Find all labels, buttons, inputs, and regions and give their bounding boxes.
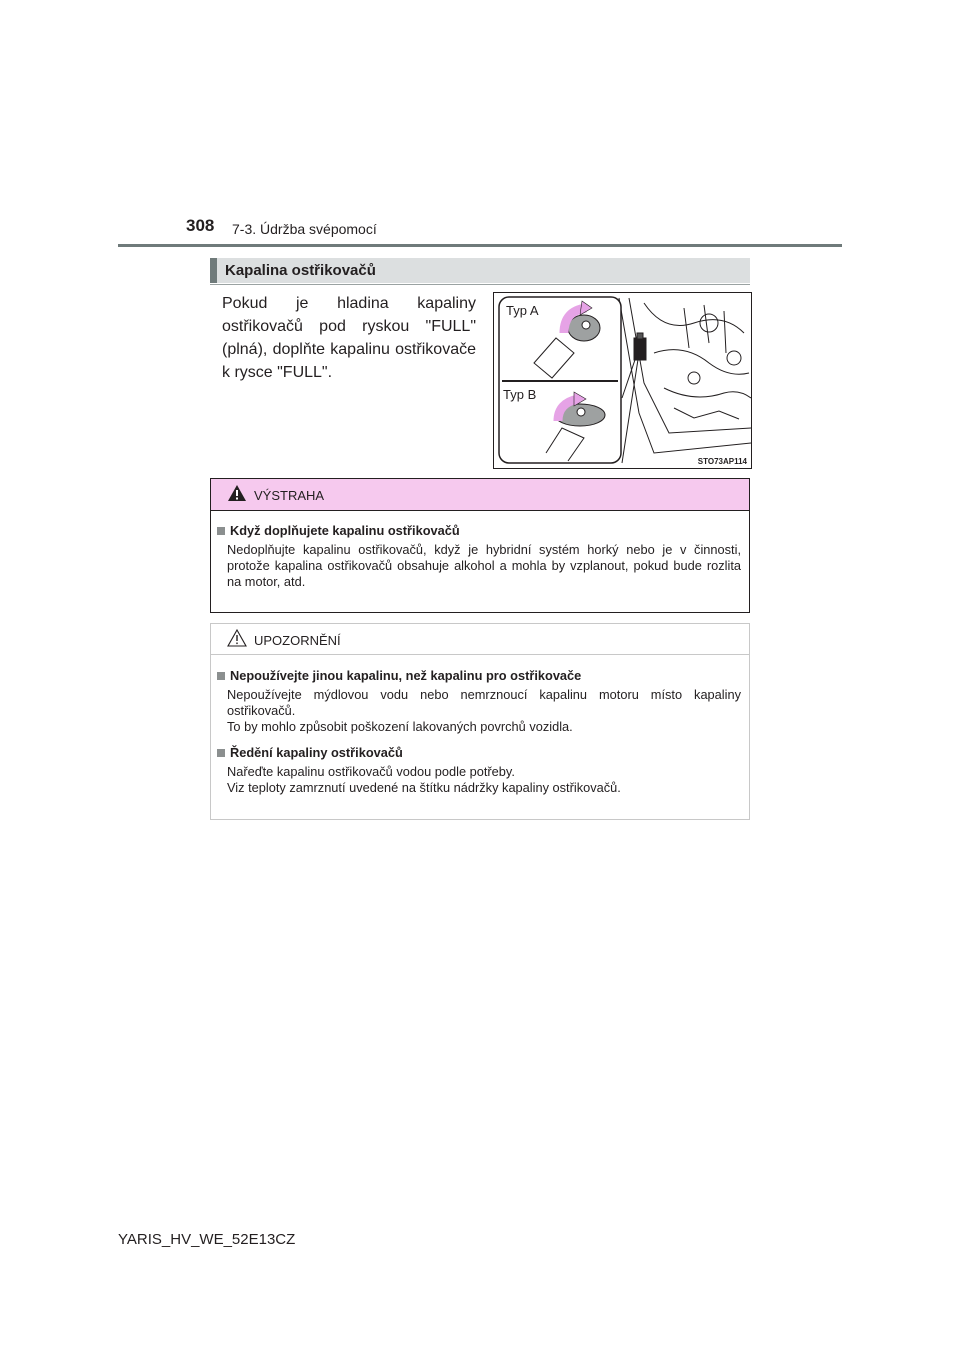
- notice-item-2: [217, 745, 741, 796]
- notice-item-1-text-2: To by mohlo způsobit poškození lakovaných povrchů vozidla.: [227, 719, 573, 734]
- warning-title: VÝSTRAHA: [254, 488, 325, 503]
- notice-item-2-title: Ředění kapaliny ostřikovačů: [230, 745, 403, 760]
- warning-header: [211, 479, 749, 511]
- notice-item-2-text-2: Viz teploty zamrznutí uvedené na štítku nádržky kapaliny ostřikovačů.: [227, 780, 621, 795]
- notice-item-1-title: Nepoužívejte jinou kapalinu, než kapalinu pro ostřikovače: [230, 668, 582, 683]
- figure-code: STO73AP114: [697, 457, 747, 466]
- warning-triangle-outline-icon: [227, 629, 247, 647]
- notice-box: [210, 623, 750, 820]
- engine-bay-illustration: [494, 293, 751, 468]
- warning-triangle-icon: [227, 484, 247, 502]
- warning-item: [217, 523, 741, 590]
- notice-title: UPOZORNĚNÍ: [254, 633, 341, 648]
- bullet-square: [217, 749, 225, 757]
- section-heading-bar: [210, 258, 750, 283]
- washer-fluid-figure: [493, 292, 752, 469]
- footer-code: YARIS_HV_WE_52E13CZ: [118, 1231, 296, 1248]
- notice-item-1-text-1: Nepoužívejte mýdlovou vodu nebo nemrznoucí kapalinu motoru místo kapaliny ostřikovačů.: [227, 687, 741, 718]
- bullet-square: [217, 527, 225, 535]
- section-title: 7-3. Údržba svépomocí: [232, 221, 377, 237]
- notice-header: [211, 624, 749, 655]
- section-heading-underline: [210, 284, 750, 285]
- intro-paragraph: Pokud je hladina kapaliny ostřikovačů pod ryskou "FULL" (plná), doplňte kapalinu ostřikovače k rysce "FULL".: [222, 295, 476, 381]
- section-marker: [210, 258, 217, 283]
- bullet-square: [217, 672, 225, 680]
- type-b-label: Typ B: [503, 387, 537, 402]
- warning-box: [210, 478, 750, 613]
- warning-item-text: Nedoplňujte kapalinu ostřikovačů, když je hybridní systém horký nebo je v činnosti, protože kapalina ostřikovačů obsahuje alkohol a mohla by vzplanout, pokud bude rozlita na motor, atd.: [227, 542, 741, 589]
- type-a-label: Typ A: [506, 303, 539, 318]
- section-heading: Kapalina ostřikovačů: [225, 262, 376, 279]
- notice-item-1: [217, 668, 741, 735]
- notice-item-2-text-1: Nařeďte kapalinu ostřikovačů vodou podle potřeby.: [227, 764, 515, 779]
- page-number: 308: [186, 216, 215, 235]
- header-divider: [118, 244, 842, 247]
- warning-item-title: Když doplňujete kapalinu ostřikovačů: [230, 523, 460, 538]
